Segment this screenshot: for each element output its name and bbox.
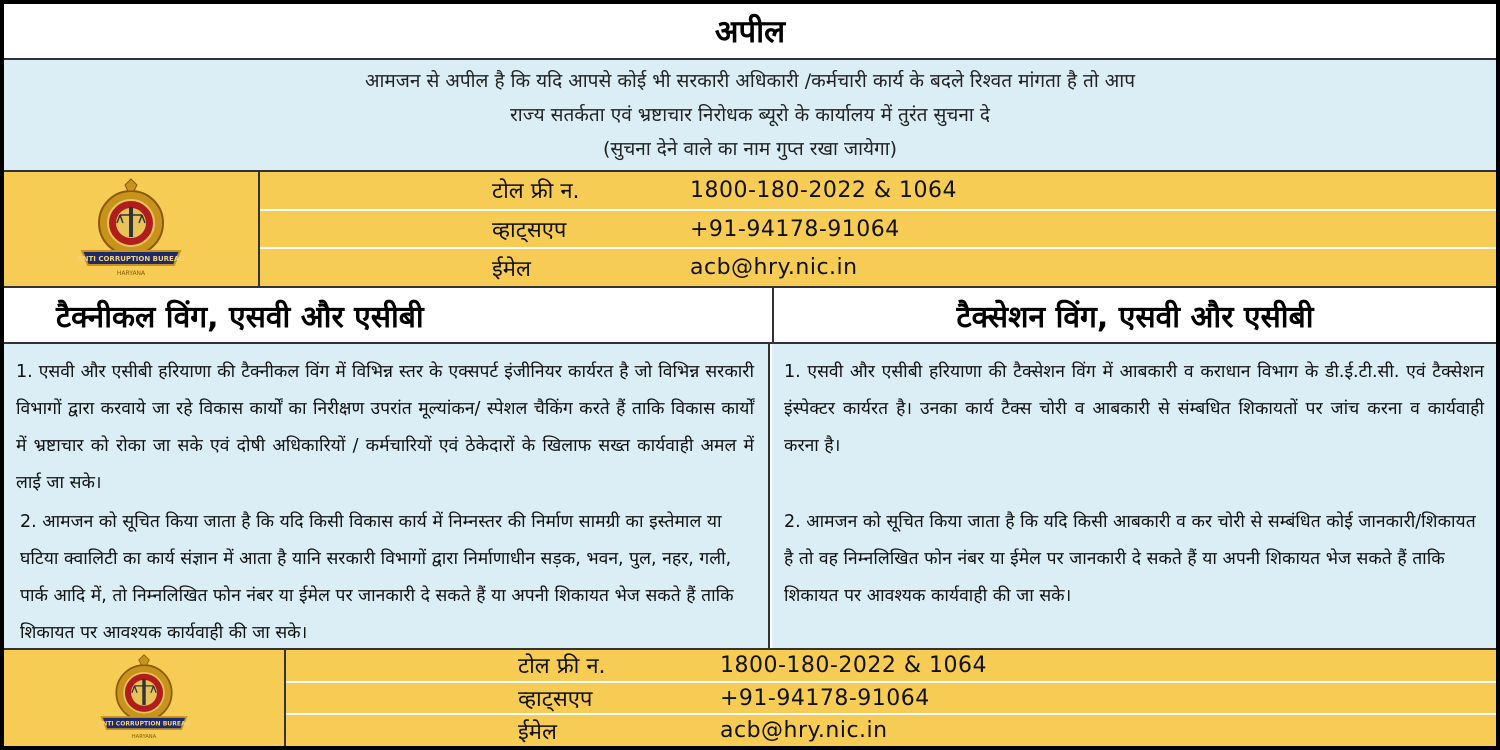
technical-wing-title: टैक्नीकल विंग, एसवी और एसीबी: [56, 299, 424, 335]
contact-rows-bottom: [286, 650, 1496, 746]
email-row: [260, 249, 1496, 286]
whatsapp-label: व्हाट्सएप: [518, 687, 593, 712]
email-row: [286, 715, 1496, 746]
tollfree-number[interactable]: 1800-180-2022 & 1064: [720, 652, 987, 678]
appeal-section: [4, 60, 1496, 172]
email-label: ईमेल: [492, 256, 531, 282]
acb-emblem-icon: [76, 177, 186, 281]
contact-block-top: [4, 172, 1496, 288]
email-address[interactable]: acb@hry.nic.in: [690, 255, 858, 281]
email-address[interactable]: acb@hry.nic.in: [720, 718, 888, 744]
taxation-wing-header: [774, 288, 1496, 344]
taxation-wing-title: टैक्सेशन विंग, एसवी और एसीबी: [956, 299, 1314, 335]
technical-wing-para-2: 2. आमजन को सूचित किया जाता है कि यदि किसी विकास कार्य में निम्नस्तर की निर्माण सामग्री का इस्तेमाल या घटिया क्वालिटी का कार्य संज्ञान में आता है यानि सरकारी विभागों द्वारा निर्माणाधीन सड़क, भवन, पुल, नहर, गली, पार्क आदि में, तो निम्नलिखित फोन नंबर या ईमेल पर जानकारी दे सकते हैं या अपनी शिकायत भेज सकते हैं ताकि शिकायत पर आवश्यक कार्यवाही की जा सके।: [4, 504, 770, 648]
technical-wing-para-1: 1. एसवी और एसीबी हरियाणा की टैक्नीकल विंग में विभिन्न स्तर के एक्सपर्ट इंजीनियर कार्यरत है जो विभिन्न सरकारी विभागों द्वारा करवाये जा रहे विकास कार्यों का निरीक्षण उपरांत मूल्यांकन/ स्पेशल चैकिंग करते हैं ताकि विकास कार्यों में भ्रष्टाचार को रोका जा सके एवं दोषी अधिकारियों / कर्मचारियों एवं ठेकेदारों के खिलाफ सख्त कार्यवाही अमल में लाई जा सके।: [4, 344, 770, 504]
whatsapp-number[interactable]: +91-94178-91064: [720, 685, 930, 711]
appeal-line-2: राज्य सतर्कता एवं भ्रष्टाचार निरोधक ब्यूरो के कार्यालय में तुरंत सुचना दे: [510, 104, 990, 126]
whatsapp-row: [286, 683, 1496, 716]
taxation-wing-para-2: 2. आमजन को सूचित किया जाता है कि यदि किसी आबकारी व कर चोरी से सम्बंधित कोई जानकारी/शिकायत है तो वह निम्नलिखित फोन नंबर या ईमेल पर जानकारी दे सकते हैं या अपनी शिकायत भेज सकते हैं ताकि शिकायत पर आवश्यक कार्यवाही की जा सके।: [772, 504, 1496, 648]
emblem-state-text: HARYANA: [131, 733, 157, 740]
email-label: ईमेल: [518, 719, 557, 745]
emblem-banner-text: ANTI CORRUPTION BUREAU: [97, 720, 191, 728]
title-bar: [4, 4, 1496, 60]
contact-rows: [260, 172, 1496, 286]
tollfree-label: टोल फ्री न.: [492, 179, 580, 205]
page-title: अपील: [714, 14, 786, 50]
whatsapp-row: [260, 211, 1496, 250]
tollfree-label: टोल फ्री न.: [518, 654, 606, 680]
logo-cell-bottom: [4, 650, 286, 746]
emblem-banner-text: ANTI CORRUPTION BUREAU: [77, 255, 185, 263]
emblem-state-text: HARYANA: [116, 270, 146, 277]
appeal-line-3: (सुचना देने वाले का नाम गुप्त रखा जायेगा): [602, 138, 898, 160]
logo-cell: [4, 172, 260, 286]
whatsapp-label: व्हाट्सएप: [492, 218, 567, 243]
taxation-wing-para-1: 1. एसवी और एसीबी हरियाणा की टैक्सेशन विंग में आबकारी व कराधान विभाग के डी.ई.टी.सी. एवं टैक्सेशन इंस्पेक्टर कार्यरत है। उनका कार्य टैक्स चोरी व आबकारी से संम्बधित शिकायतों पर जांच करना व कार्यवाही करना है।: [772, 344, 1496, 504]
tollfree-row: [286, 650, 1496, 683]
technical-wing-header: [4, 288, 774, 344]
appeal-line-1: आमजन से अपील है कि यदि आपसे कोई भी सरकारी अधिकारी /कर्मचारी कार्य के बदले रिश्वत मांगता है तो आप: [364, 70, 1135, 92]
acb-emblem-icon: [94, 653, 194, 743]
contact-block-bottom: [4, 648, 1496, 746]
tollfree-number[interactable]: 1800-180-2022 & 1064: [690, 177, 957, 203]
whatsapp-number[interactable]: +91-94178-91064: [690, 216, 900, 242]
tollfree-row: [260, 172, 1496, 211]
